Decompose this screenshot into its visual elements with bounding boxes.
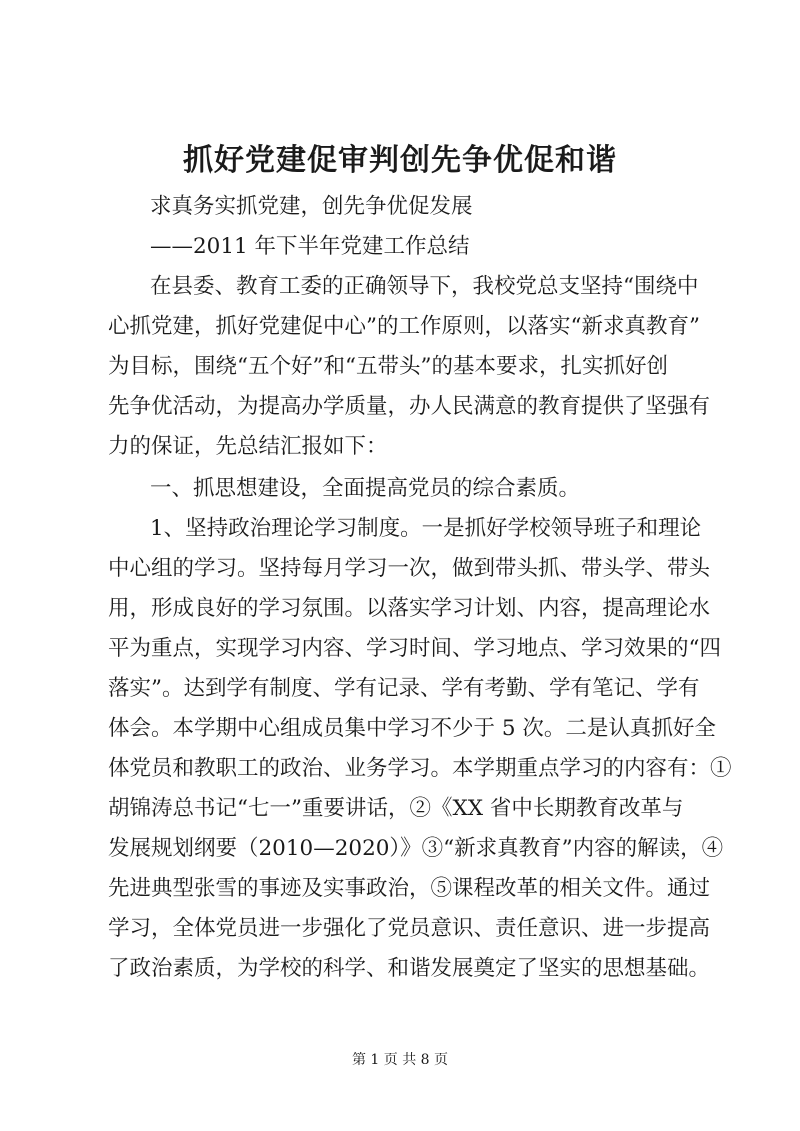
body-line: 体党员和教职工的政治、业务学习。本学期重点学习的内容有：① <box>108 756 732 781</box>
body-line: 心抓党建，抓好党建促中心”的工作原则，以落实“新求真教育” <box>108 314 700 339</box>
body-line: 胡锦涛总书记“七一”重要讲话，②《XX 省中长期教育改革与 <box>108 796 684 821</box>
body-line: 在县委、教育工委的正确领导下，我校党总支坚持“围绕中 <box>150 274 699 299</box>
body-line: 落实”。达到学有制度、学有记录、学有考勤、学有笔记、学有 <box>108 676 700 701</box>
section-heading: 一、抓思想建设，全面提高党员的综合素质。 <box>150 476 581 501</box>
body-line: 学习，全体党员进一步强化了党员意识、责任意识、进一步提高 <box>108 916 711 941</box>
body-line: 为目标，围绕“五个好”和“五带头”的基本要求，扎实抓好创 <box>108 354 668 379</box>
subtitle-main: 求真务实抓党建，创先争优促发展 <box>150 194 473 219</box>
body-line: 中心组的学习。坚持每月学习一次，做到带头抓、带头学、带头 <box>108 556 711 581</box>
body-line: 平为重点，实现学习内容、学习时间、学习地点、学习效果的“四 <box>108 636 721 661</box>
subtitle-sub: ——2011 年下半年党建工作总结 <box>150 234 470 259</box>
body-line: 体会。本学期中心组成员集中学习不少于 5 次。二是认真抓好全 <box>108 716 716 741</box>
body-line: 发展规划纲要（2010—2020）》③“新求真教育”内容的解读，④ <box>108 836 724 861</box>
body-line: 了政治素质，为学校的科学、和谐发展奠定了坚实的思想基础。 <box>108 956 711 981</box>
page-number: 第 1 页 共 8 页 <box>351 1052 449 1068</box>
body-line: 先争优活动，为提高办学质量，办人民满意的教育提供了坚强有 <box>108 394 711 419</box>
body-line: 用，形成良好的学习氛围。以落实学习计划、内容，提高理论水 <box>108 596 711 621</box>
body-line: 力的保证，先总结汇报如下： <box>108 434 388 459</box>
body-line: 先进典型张雪的事迹及实事政治，⑤课程改革的相关文件。通过 <box>108 876 711 901</box>
document-title: 抓好党建促审判创先争优促和谐 <box>183 143 617 178</box>
body-line: 1、坚持政治理论学习制度。一是抓好学校领导班子和理论 <box>150 516 702 541</box>
